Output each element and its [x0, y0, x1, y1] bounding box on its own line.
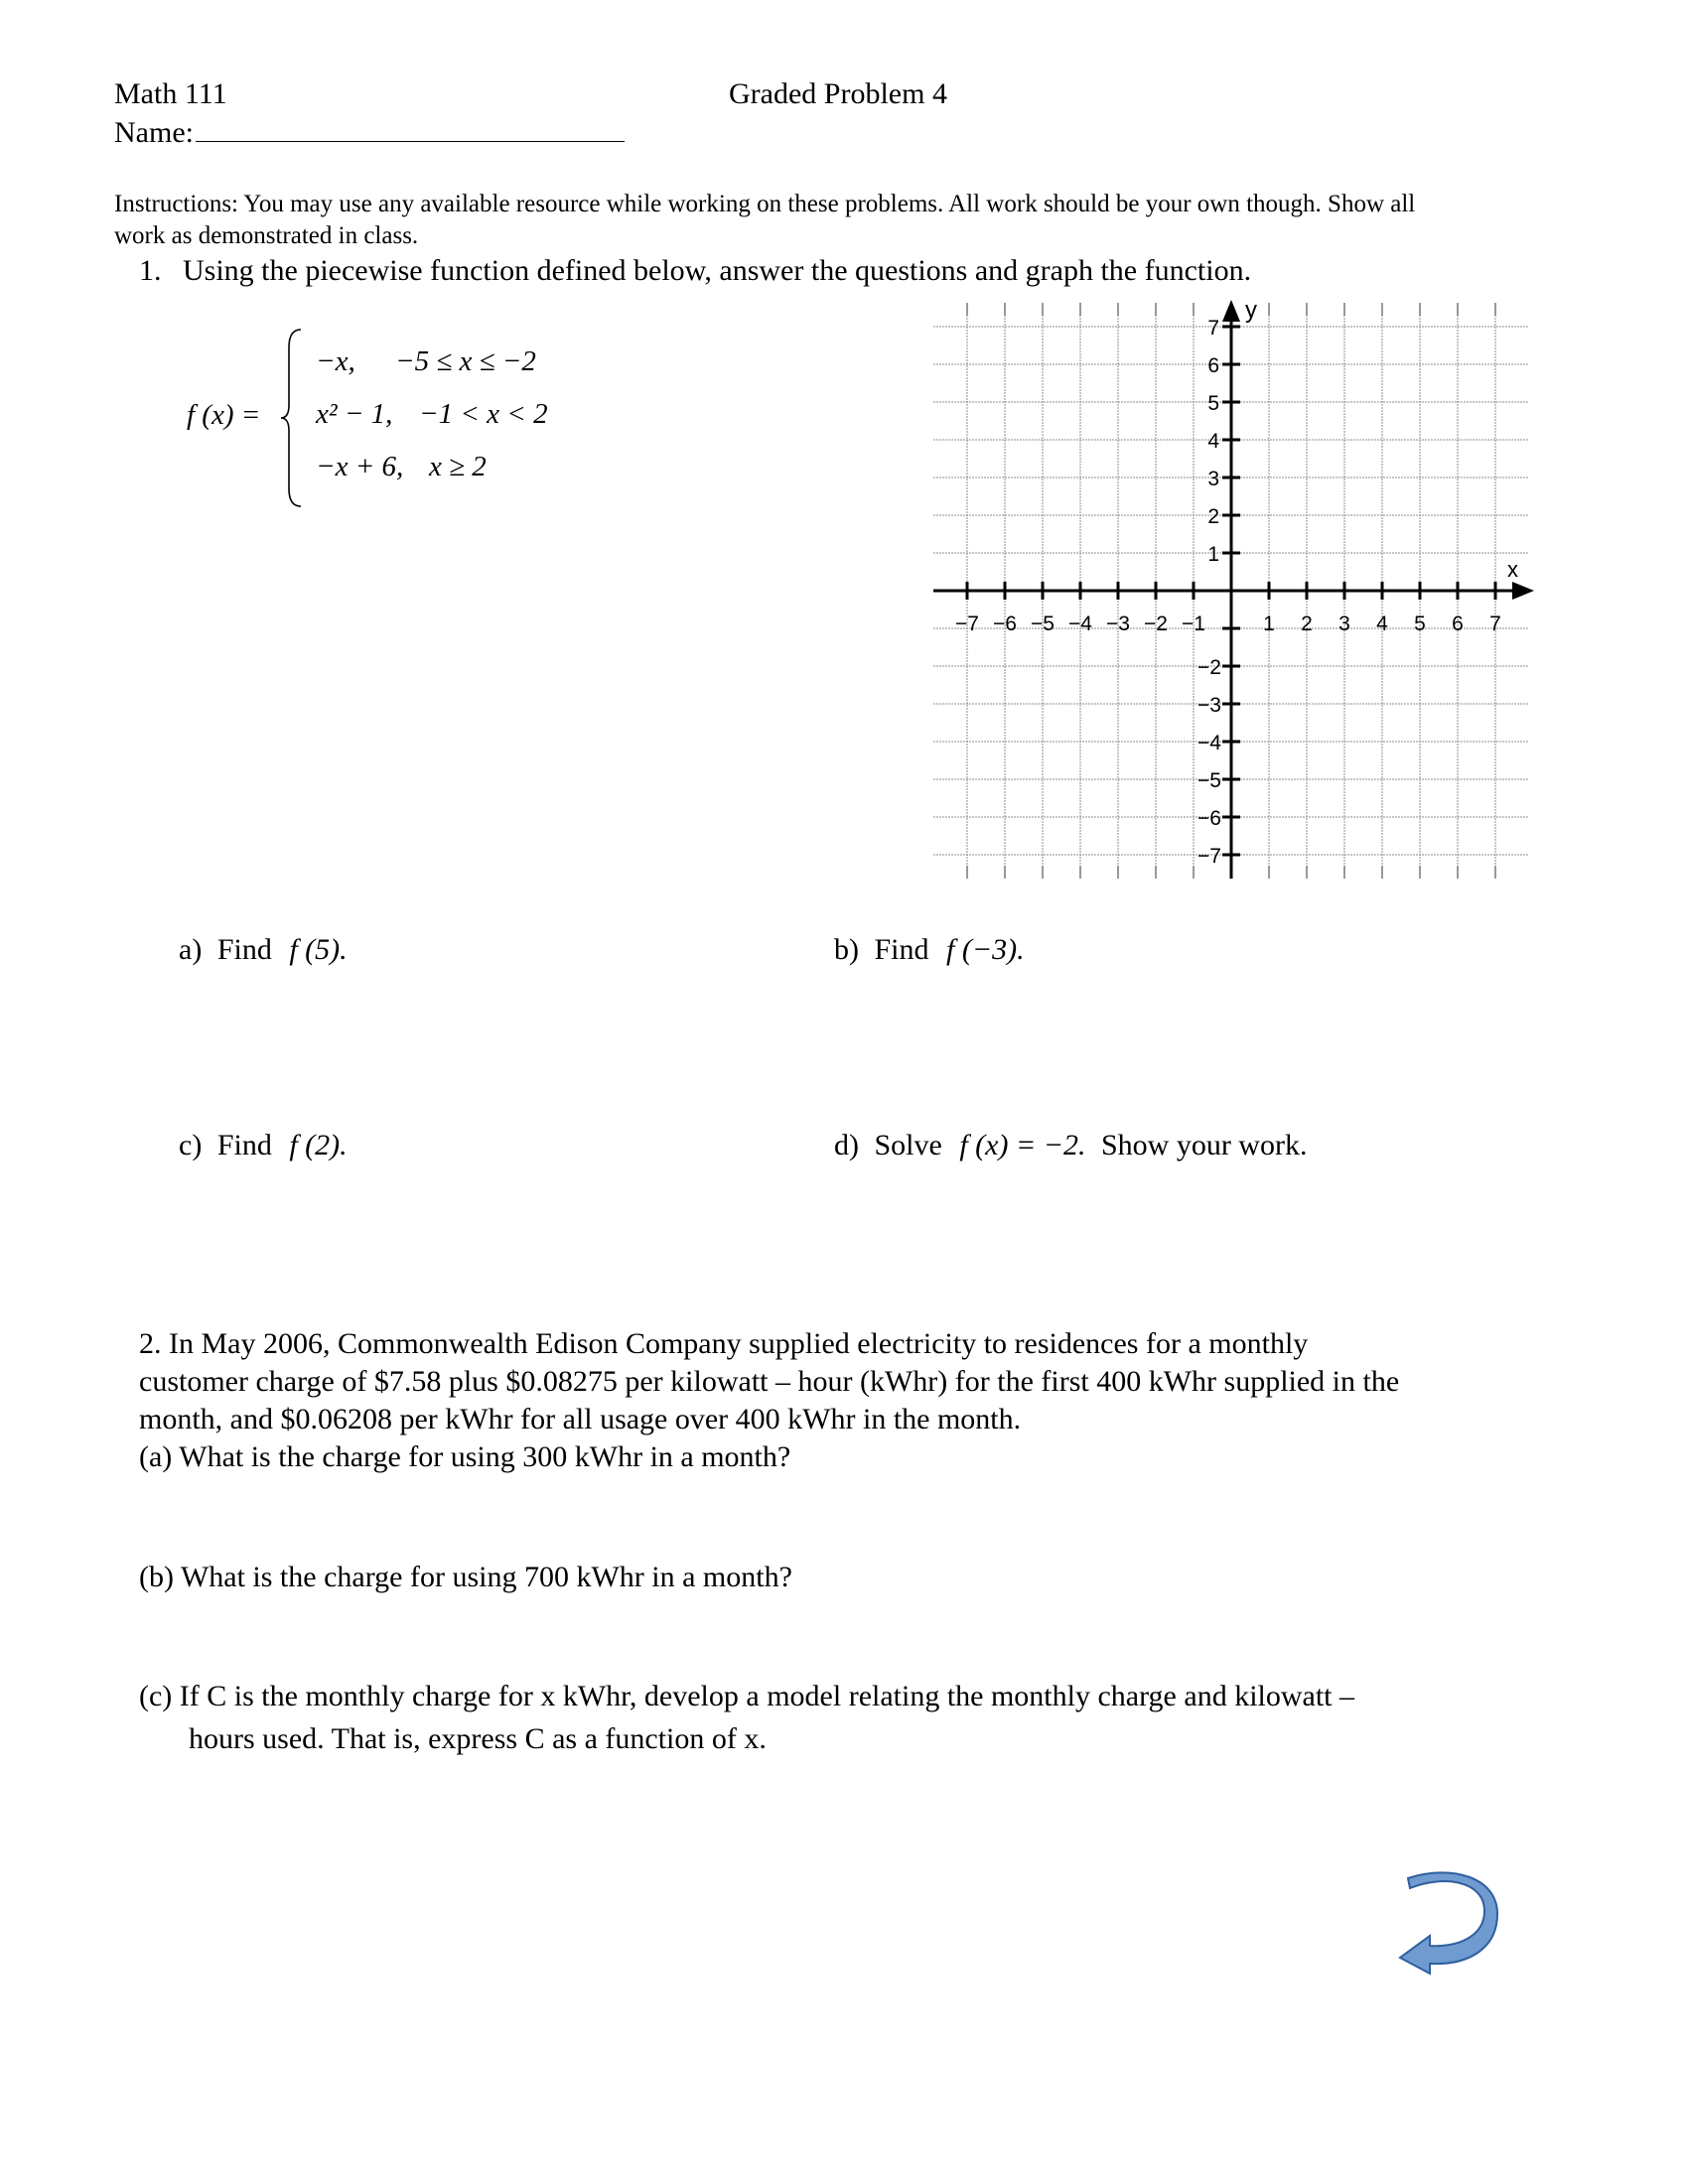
x-tick-label: −1	[1182, 613, 1205, 635]
y-tick-label: 4	[1207, 430, 1219, 453]
x-tick-label: 2	[1301, 613, 1313, 635]
part-c-expr: f (2).	[289, 1129, 348, 1161]
name-blank-line	[196, 115, 625, 142]
y-tick-label: −7	[1197, 845, 1221, 868]
piece-1-condition: −5 ≤ x ≤ −2	[395, 345, 536, 377]
name-label: Name:	[114, 116, 194, 149]
axes	[933, 300, 1534, 879]
instructions-line-2: work as demonstrated in class.	[114, 222, 419, 249]
x-tick-label: −6	[993, 613, 1017, 635]
problem-2-line-2: customer charge of $7.58 plus $0.08275 per kilowatt – hour (kWhr) for the first 400 kWhr supplied in the	[139, 1365, 1400, 1398]
x-tick-label: −5	[1031, 613, 1055, 635]
x-axis-arrow-icon	[1512, 582, 1534, 600]
y-tick-label: 6	[1207, 354, 1219, 377]
problem-2-part-c-line-1: (c) If C is the monthly charge for x kWhr, develop a model relating the monthly charge and kilowatt –	[139, 1680, 1355, 1712]
part-a-expr: f (5).	[289, 933, 348, 966]
left-brace	[281, 328, 303, 508]
part-d-expr: f (x) = −2.	[959, 1129, 1086, 1161]
problem-2-part-a: (a) What is the charge for using 300 kWhr in a month?	[139, 1440, 791, 1473]
page-title: Graded Problem 4	[729, 77, 947, 110]
problem-2-part-c-line-2: hours used. That is, express C as a function of x.	[189, 1722, 767, 1755]
part-c	[179, 1129, 348, 1162]
problem-1-number: 1.	[139, 254, 162, 287]
problem-1-prompt	[139, 254, 1251, 288]
part-d	[834, 1129, 1307, 1162]
part-c-text: Find	[216, 1129, 272, 1161]
y-tick-label: −4	[1197, 732, 1221, 754]
y-tick-label: −3	[1197, 694, 1221, 717]
part-a-label: a)	[179, 933, 203, 966]
part-a-text: Find	[216, 933, 272, 966]
piece-2-condition: −1 < x < 2	[419, 398, 548, 430]
function-lhs: f (x) =	[187, 399, 261, 431]
piece-3-condition: x ≥ 2	[429, 451, 487, 482]
part-b-text: Find	[874, 933, 929, 966]
problem-2-part-b: (b) What is the charge for using 700 kWhr in a month?	[139, 1561, 792, 1593]
tick-labels	[955, 298, 1518, 868]
return-arrow-icon[interactable]	[1390, 1866, 1499, 1976]
x-tick-label: 3	[1338, 613, 1350, 635]
part-b-expr: f (−3).	[946, 933, 1025, 966]
x-tick-label: 4	[1376, 613, 1388, 635]
part-d-suffix: Show your work.	[1100, 1129, 1308, 1161]
y-tick-label: 7	[1207, 317, 1219, 340]
x-tick-label: −2	[1144, 613, 1168, 635]
instructions-line-1: Instructions: You may use any available resource while working on these problems. All work should be your own though. Show all	[114, 191, 1416, 217]
part-c-label: c)	[179, 1129, 203, 1161]
y-tick-label: −6	[1197, 807, 1221, 830]
y-tick-label: −2	[1197, 656, 1221, 679]
y-tick-label: −5	[1197, 769, 1221, 792]
x-tick-label: 5	[1414, 613, 1426, 635]
x-tick-label: −4	[1068, 613, 1092, 635]
problem-1-text: Using the piecewise function defined below, answer the questions and graph the function.	[183, 254, 1252, 287]
y-tick-label: 5	[1207, 392, 1219, 415]
x-tick-label: −7	[955, 613, 979, 635]
y-tick-label: 2	[1207, 505, 1219, 528]
y-axis-arrow-icon	[1222, 300, 1240, 322]
x-axis-label: x	[1507, 557, 1518, 582]
piece-2-expr: x² − 1,	[316, 398, 393, 430]
part-d-label: d)	[834, 1129, 859, 1161]
problem-2-line-3: month, and $0.06208 per kWhr for all usage over 400 kWhr in the month.	[139, 1403, 1022, 1435]
course-label: Math 111	[114, 77, 227, 110]
x-tick-label: −3	[1106, 613, 1130, 635]
part-b	[834, 933, 1025, 967]
y-tick-label: 1	[1207, 543, 1219, 566]
x-tick-label: 7	[1489, 613, 1501, 635]
coordinate-grid	[933, 298, 1549, 893]
problem-2-line-1: 2. In May 2006, Commonwealth Edison Company supplied electricity to residences for a monthly	[139, 1327, 1309, 1360]
piece-1-expr: −x,	[316, 345, 355, 377]
name-field	[114, 115, 625, 150]
y-axis-label: y	[1245, 298, 1257, 324]
part-b-label: b)	[834, 933, 859, 966]
part-d-text: Solve	[874, 1129, 942, 1161]
x-tick-label: 6	[1452, 613, 1464, 635]
x-tick-label: 1	[1263, 613, 1275, 635]
piece-3-expr: −x + 6,	[316, 451, 404, 482]
part-a	[179, 933, 348, 967]
y-tick-label: 3	[1207, 468, 1219, 490]
